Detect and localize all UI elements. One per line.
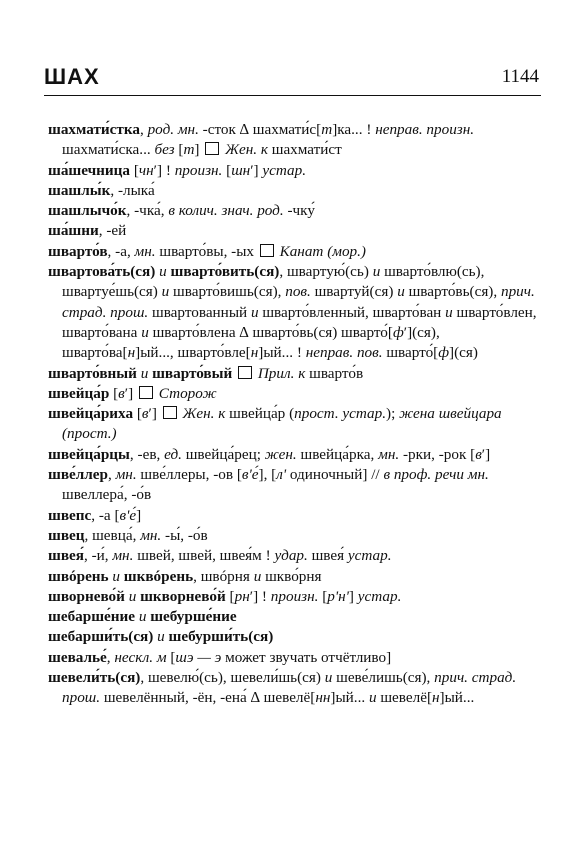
entry-headword: шкворнево́й	[140, 587, 226, 605]
entry-note: и	[372, 263, 381, 281]
entry-text: , -чка́,	[126, 202, 169, 220]
entry-text: ]ый...	[439, 689, 475, 707]
entry-text: шварто́вь(ся),	[404, 283, 501, 301]
entry-text: ]	[348, 587, 358, 605]
entry-note: шэ — э	[175, 648, 222, 666]
entry-note: и	[112, 567, 120, 585]
entry-note: и	[159, 263, 167, 281]
entry-note: и	[250, 303, 259, 321]
entry-text: [	[318, 587, 328, 605]
entry-note: и	[128, 587, 137, 605]
entry-headword: шашлычо́к	[48, 202, 127, 220]
entry-text: -сток ∆ шахмати́с[	[198, 121, 322, 138]
entry-headword: шебурши́ть(ся)	[168, 628, 274, 646]
entry-headword: швея́	[48, 547, 84, 565]
entry-note: неправ. произн.	[375, 121, 475, 138]
entry-note: в колич. знач. род.	[168, 202, 284, 220]
entry-note: удар.	[274, 547, 308, 565]
entry-text: ʹ] !	[249, 587, 271, 605]
entry-text: шварто́влена ∆ шварто́вь(ся) шварто́[	[148, 323, 393, 341]
dictionary-entry	[48, 506, 542, 526]
entry-note: произн.	[174, 161, 223, 179]
entry-headword: шахмати́стка	[48, 121, 140, 138]
entry-note: устар.	[262, 161, 306, 179]
entry-note: и	[157, 628, 165, 646]
entry-text: , -ев,	[129, 445, 165, 463]
entry-text: , -лыка́	[110, 181, 155, 199]
dictionary-entry	[48, 587, 542, 607]
entry-note: и	[140, 364, 149, 382]
entry-note: Сторож	[158, 384, 217, 402]
entry-note: в	[141, 405, 149, 423]
page-number: 1144	[501, 66, 539, 87]
entry-note: вʹе́	[241, 466, 259, 484]
entry-text: , швóрня	[193, 567, 254, 585]
entry-text: швей, швей, швея́м !	[133, 547, 275, 565]
entry-text: швартуй(ся)	[310, 283, 398, 301]
entry-note: Прил. к	[257, 364, 306, 382]
entry-note: мн.	[115, 466, 137, 484]
entry-note: мн.	[112, 547, 134, 565]
entry-note: н	[250, 344, 259, 362]
entry-note: прост. устар.	[294, 405, 387, 423]
dictionary-entry	[48, 201, 542, 221]
entry-text: ,	[108, 466, 116, 484]
entry-headword: швейца́рцы	[48, 445, 130, 463]
entry-text: швея́	[307, 547, 348, 565]
entry-text: шварто́влю(сь), швартуе́шь(ся)	[62, 263, 485, 301]
entry-note: род. мн.	[147, 121, 199, 138]
entry-text: одиночный] //	[286, 466, 384, 484]
entry-text: шварто́вы, -ых	[155, 242, 258, 260]
entry-headword: шквóрень	[123, 567, 194, 585]
entry-text: шварто́[	[382, 344, 439, 362]
entry-text: );	[386, 405, 400, 423]
dictionary-entry	[48, 221, 542, 241]
entry-text: ,	[139, 121, 148, 138]
entry-note: и	[397, 283, 405, 301]
dictionary-entry	[48, 262, 542, 363]
entry-text: ʹ]	[124, 384, 137, 402]
entry-text: шеве́лишь(ся),	[332, 669, 435, 687]
definition-box-icon	[260, 244, 274, 257]
entry-headword: шварто́вный	[48, 364, 137, 382]
entry-text: ], [	[258, 466, 277, 484]
dictionary-entry	[48, 242, 542, 262]
entry-text: ʹ]	[148, 405, 161, 423]
entry-note: пов.	[285, 283, 311, 301]
entry-text: ]ый... !	[258, 344, 306, 362]
entry-text: швеллера́, -о́в	[62, 486, 152, 504]
entry-text: швейца́рец;	[181, 445, 265, 463]
entry-text: может звучать отчётливо]	[221, 648, 392, 666]
entry-text: ]ый..., шварто́вле[	[135, 344, 251, 362]
entry-text: шахмати́ст	[267, 141, 342, 159]
entry-text: [	[222, 161, 232, 179]
entry-note: мн.	[140, 526, 162, 544]
running-headword: ШАХ	[44, 64, 100, 89]
entry-text: [	[225, 587, 235, 605]
dictionary-entry	[48, 465, 542, 506]
entry-text: шкво́рня	[261, 567, 322, 585]
entry-text: , -а [	[91, 506, 120, 524]
entry-headword: шевалье́	[48, 648, 107, 666]
entry-headword: шебурше́ние	[150, 608, 237, 626]
entry-note: т	[183, 141, 195, 159]
entry-note: и	[141, 323, 149, 341]
entry-note: нн	[315, 689, 331, 707]
entry-text	[232, 365, 236, 382]
entry-headword: шварто́вый	[152, 364, 233, 382]
entry-note: шн	[231, 161, 251, 179]
entry-note: жена швейцара (прост.)	[62, 405, 502, 443]
entry-note: прич. страд. прош.	[62, 283, 535, 321]
entry-text: шварто́вишь(ся),	[169, 283, 286, 301]
entry-text: -ы́, -о́в	[161, 526, 208, 544]
entry-note: и	[138, 608, 147, 626]
entry-note: лʹ	[276, 466, 287, 484]
entry-note: ф	[392, 323, 404, 341]
entry-note: н	[432, 689, 440, 707]
entry-text: , -и́,	[83, 547, 113, 565]
entry-note: Жен. к	[182, 405, 226, 423]
entry-text: [	[133, 405, 142, 423]
entry-note: н	[127, 344, 136, 362]
entry-headword: швейца́риха	[48, 405, 134, 423]
entry-headword: шебарши́ть(ся)	[48, 628, 154, 646]
entry-note: в	[118, 384, 125, 402]
entry-note: мн.	[378, 445, 400, 463]
entry-text: швейца́р (	[225, 405, 295, 423]
entry-note: прич. страд. прош.	[62, 669, 517, 707]
entry-note: т	[321, 121, 333, 138]
entry-text: , швартую́(сь)	[279, 263, 373, 281]
entry-text: ]ка... !	[332, 121, 376, 138]
entry-note: ед.	[164, 445, 182, 463]
entry-note: без	[154, 141, 175, 159]
entry-text: ](ся)	[449, 344, 478, 362]
definition-box-icon	[238, 366, 252, 379]
dictionary-entry	[48, 546, 542, 566]
entry-headword: швóрень	[48, 567, 109, 585]
entry-text: шевелё[	[376, 689, 432, 707]
dictionary-entry	[48, 404, 542, 445]
entry-headword: ша́шечница	[48, 161, 131, 179]
entry-note: и	[253, 567, 262, 585]
entry-note: ф	[438, 344, 450, 362]
entry-note: и	[368, 689, 377, 707]
dictionary-entry	[48, 445, 542, 465]
entry-headword: шашлы́к	[48, 181, 111, 199]
entry-text: ʹ]	[481, 445, 491, 463]
entry-note: неправ. пов.	[305, 344, 383, 362]
dictionary-entry	[48, 181, 542, 201]
entry-headword: шевели́ть(ся)	[48, 669, 141, 687]
entry-text: [	[166, 648, 176, 666]
entry-text: швартованный	[148, 303, 251, 321]
definition-box-icon	[205, 142, 219, 155]
entry-note: в проф. речи мн.	[383, 466, 489, 484]
dictionary-entry	[48, 364, 542, 384]
dictionary-entry	[48, 607, 542, 627]
entry-note: Канат (мор.)	[279, 242, 366, 260]
entry-headword: швартова́ть(ся)	[48, 263, 156, 281]
entry-note: произн.	[270, 587, 319, 605]
definition-box-icon	[139, 386, 153, 399]
entry-note: устар.	[347, 547, 392, 565]
dictionary-entry	[48, 648, 542, 668]
entry-text: -чку́	[283, 202, 315, 220]
header-rule	[44, 95, 541, 96]
entry-text: [	[109, 384, 119, 402]
entry-headword: шве́ллер	[48, 466, 108, 484]
entry-text: ]	[136, 506, 142, 524]
entry-text: шварто́вленный, шварто́ван	[258, 303, 446, 321]
entry-text: шварто́влен, шварто́вана	[62, 303, 537, 341]
entry-headword: шворнево́й	[48, 587, 125, 605]
entry-note: и	[161, 283, 170, 301]
dictionary-entry	[48, 161, 542, 181]
dictionary-entry	[48, 384, 542, 404]
entry-text: , -а,	[107, 242, 135, 260]
entry-text: [	[130, 161, 139, 179]
dictionary-entry	[48, 567, 542, 587]
entry-text: ʹ](ся), шварто́ва[	[62, 323, 440, 362]
entry-headword: швейца́р	[48, 384, 110, 402]
dictionary-entry	[48, 120, 542, 161]
entry-text: , -ей	[98, 222, 127, 240]
entry-text: ʹ]	[250, 161, 263, 179]
entry-headword: ша́шни	[48, 222, 99, 240]
dictionary-entry	[48, 668, 542, 709]
entry-note: жен.	[264, 445, 297, 463]
entry-text: шахмати́ска...	[62, 141, 155, 159]
entry-note: чн	[138, 161, 154, 179]
entry-headword: швец	[48, 526, 85, 544]
entry-headword: шебарше́ние	[48, 608, 136, 626]
entry-text: , шевца́,	[84, 526, 141, 544]
entry-note: Жен. к	[225, 141, 268, 159]
dictionary-entry	[48, 627, 542, 647]
entry-text: шевелённый, -ён, -ена́ ∆ шевелё[	[100, 689, 316, 707]
definition-box-icon	[163, 406, 177, 419]
entry-note: и	[324, 669, 333, 687]
entry-note: и	[445, 303, 453, 321]
entry-note: мн.	[134, 242, 156, 260]
entry-note: нескл. м	[114, 648, 167, 666]
entry-text: ,	[106, 648, 115, 666]
entry-note: вʹе́	[119, 506, 137, 524]
dictionary-entries	[48, 120, 542, 709]
entry-text: шве́ллеры, -ов [	[136, 466, 242, 484]
entry-note: рн	[234, 587, 250, 605]
entry-headword: шварто́в	[48, 242, 108, 260]
entry-note: в	[475, 445, 482, 463]
entry-text: ]	[194, 141, 204, 159]
entry-note: рʹнʹ	[327, 587, 349, 605]
entry-text: швейца́рка,	[296, 445, 379, 463]
entry-text: ]ый...	[330, 689, 369, 707]
entry-text: ʹ] !	[153, 161, 175, 179]
entry-headword: швепс	[48, 506, 92, 524]
entry-text: шварто́в	[305, 364, 364, 382]
page-header	[0, 0, 583, 100]
entry-text: -рки, -рок [	[399, 445, 476, 463]
entry-note: устар.	[357, 587, 402, 605]
entry-text: [	[174, 141, 184, 159]
entry-headword: шварто́вить(ся)	[170, 263, 280, 281]
entry-text: , шевелю́(сь), шевели́шь(ся)	[140, 669, 325, 687]
dictionary-entry	[48, 526, 542, 546]
